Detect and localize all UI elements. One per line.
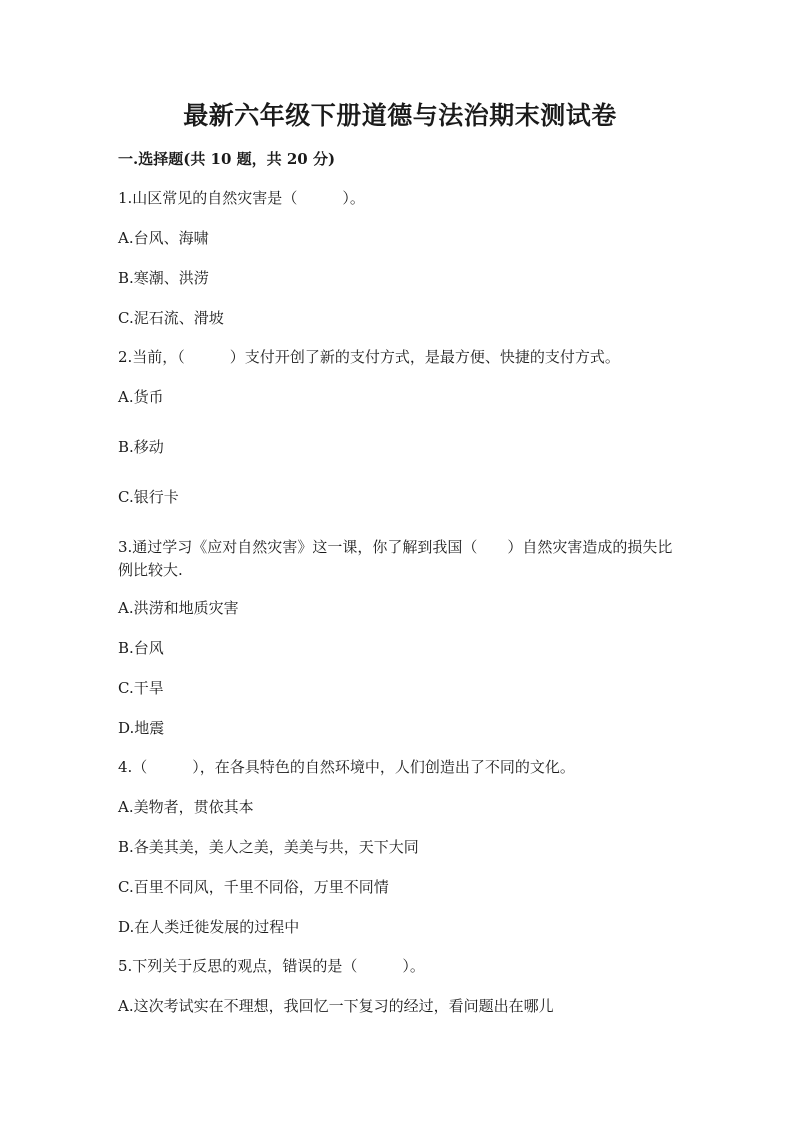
answer-option: D.地震 (118, 719, 165, 737)
answer-option: A.美物者，贯依其本 (118, 798, 254, 816)
answer-option: C.百里不同风，千里不同俗，万里不同情 (118, 878, 389, 896)
answer-option: A.这次考试实在不理想，我回忆一下复习的经过，看问题出在哪儿 (118, 997, 554, 1015)
answer-option: D.在人类迁徙发展的过程中 (118, 918, 300, 936)
answer-option: B.各美其美，美人之美，美美与共，天下大同 (118, 838, 419, 856)
question-stem: 3.通过学习《应对自然灾害》这一课，你了解到我国（ ）自然灾害造成的损失比例比较大. (118, 538, 673, 579)
answer-option: A.洪涝和地质灾害 (118, 599, 239, 617)
answer-option: B.寒潮、洪涝 (118, 269, 209, 287)
question-stem: 2.当前，（ ）支付开创了新的支付方式，是最方便、快捷的支付方式。 (118, 348, 620, 366)
page-title: 最新六年级下册道德与法治期末测试卷 (183, 101, 617, 130)
answer-option: C.银行卡 (118, 488, 179, 506)
answer-option: C.干旱 (118, 679, 164, 697)
answer-option: A.台风、海啸 (118, 229, 209, 247)
answer-option: B.台风 (118, 639, 164, 657)
section-heading: 一.选择题(共 10 题，共 20 分) (118, 150, 336, 168)
question-stem: 1.山区常见的自然灾害是（ ）。 (118, 189, 365, 207)
question-stem: 4.（ ），在各具特色的自然环境中，人们创造出了不同的文化。 (118, 758, 575, 776)
question-stem: 5.下列关于反思的观点，错误的是（ ）。 (118, 957, 425, 975)
answer-option: C.泥石流、滑坡 (118, 309, 224, 327)
answer-option: A.货币 (118, 388, 164, 406)
answer-option: B.移动 (118, 438, 164, 456)
